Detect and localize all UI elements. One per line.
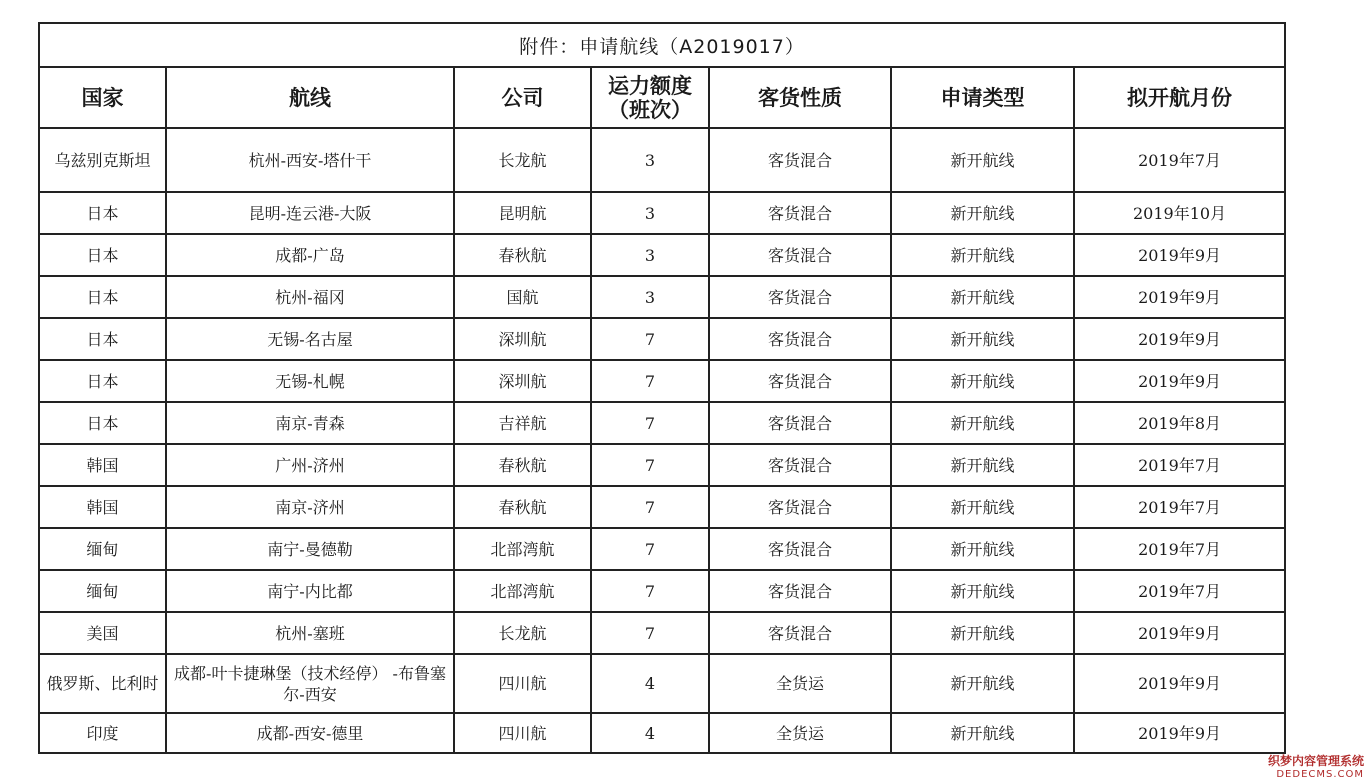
- cell-company: 四川航: [454, 654, 591, 713]
- table-row: [39, 276, 1285, 318]
- cell-month: 2019年9月: [1074, 234, 1285, 276]
- cell-country: 美国: [39, 612, 166, 654]
- table-row: [39, 654, 1285, 713]
- cell-quota: 7: [591, 528, 709, 570]
- cell-country: 乌兹别克斯坦: [39, 128, 166, 192]
- cell-country: 印度: [39, 713, 166, 753]
- cell-country: 韩国: [39, 444, 166, 486]
- header-quota: 运力额度（班次）: [591, 67, 709, 128]
- cell-nature: 客货混合: [709, 276, 891, 318]
- cell-nature: 客货混合: [709, 234, 891, 276]
- table-row: [39, 570, 1285, 612]
- cell-route: 无锡-札幌: [166, 360, 454, 402]
- cell-nature: 客货混合: [709, 128, 891, 192]
- header-company: 公司: [454, 67, 591, 128]
- cell-route: 成都-西安-德里: [166, 713, 454, 753]
- cell-month: 2019年7月: [1074, 128, 1285, 192]
- cell-country: 韩国: [39, 486, 166, 528]
- cell-country: 日本: [39, 360, 166, 402]
- table-row: [39, 612, 1285, 654]
- cell-month: 2019年7月: [1074, 444, 1285, 486]
- cell-company: 昆明航: [454, 192, 591, 234]
- cell-company: 四川航: [454, 713, 591, 753]
- cell-company: 长龙航: [454, 612, 591, 654]
- cell-route: 南京-济州: [166, 486, 454, 528]
- cell-month: 2019年8月: [1074, 402, 1285, 444]
- cell-type: 新开航线: [891, 570, 1074, 612]
- cell-company: 春秋航: [454, 234, 591, 276]
- cell-type: 新开航线: [891, 192, 1074, 234]
- cell-company: 国航: [454, 276, 591, 318]
- table-row: [39, 192, 1285, 234]
- cell-type: 新开航线: [891, 128, 1074, 192]
- cell-nature: 客货混合: [709, 192, 891, 234]
- cell-month: 2019年7月: [1074, 570, 1285, 612]
- cell-route: 昆明-连云港-大阪: [166, 192, 454, 234]
- cell-quota: 7: [591, 486, 709, 528]
- cell-country: 日本: [39, 318, 166, 360]
- cell-month: 2019年9月: [1074, 612, 1285, 654]
- table-title: 附件：申请航线（A2019017）: [39, 23, 1285, 67]
- cell-nature: 客货混合: [709, 444, 891, 486]
- table-row: [39, 128, 1285, 192]
- table-row: [39, 486, 1285, 528]
- cell-company: 春秋航: [454, 486, 591, 528]
- cell-nature: 客货混合: [709, 570, 891, 612]
- cell-type: 新开航线: [891, 654, 1074, 713]
- cell-quota: 7: [591, 612, 709, 654]
- cell-quota: 7: [591, 318, 709, 360]
- cell-quota: 7: [591, 444, 709, 486]
- cell-month: 2019年7月: [1074, 528, 1285, 570]
- cell-country: 日本: [39, 402, 166, 444]
- table-row: [39, 402, 1285, 444]
- cell-month: 2019年10月: [1074, 192, 1285, 234]
- cell-type: 新开航线: [891, 318, 1074, 360]
- cell-quota: 3: [591, 276, 709, 318]
- cell-type: 新开航线: [891, 402, 1074, 444]
- cell-type: 新开航线: [891, 360, 1074, 402]
- cell-company: 北部湾航: [454, 528, 591, 570]
- cell-month: 2019年9月: [1074, 276, 1285, 318]
- cell-route: 南京-青森: [166, 402, 454, 444]
- cell-quota: 7: [591, 570, 709, 612]
- cell-quota: 3: [591, 192, 709, 234]
- cell-month: 2019年9月: [1074, 360, 1285, 402]
- table-row: [39, 318, 1285, 360]
- cell-month: 2019年9月: [1074, 654, 1285, 713]
- cell-route: 杭州-塞班: [166, 612, 454, 654]
- table-row: [39, 528, 1285, 570]
- cell-type: 新开航线: [891, 276, 1074, 318]
- cell-nature: 客货混合: [709, 402, 891, 444]
- cell-route: 杭州-西安-塔什干: [166, 128, 454, 192]
- cell-type: 新开航线: [891, 713, 1074, 753]
- cell-quota: 4: [591, 713, 709, 753]
- header-nature: 客货性质: [709, 67, 891, 128]
- cell-route: 杭州-福冈: [166, 276, 454, 318]
- cell-month: 2019年9月: [1074, 318, 1285, 360]
- cell-company: 春秋航: [454, 444, 591, 486]
- cell-route: 无锡-名古屋: [166, 318, 454, 360]
- cell-route: 南宁-曼德勒: [166, 528, 454, 570]
- cell-quota: 7: [591, 402, 709, 444]
- watermark: [1252, 754, 1364, 782]
- cell-route: 南宁-内比都: [166, 570, 454, 612]
- cell-nature: 客货混合: [709, 318, 891, 360]
- cell-nature: 客货混合: [709, 528, 891, 570]
- cell-quota: 3: [591, 128, 709, 192]
- cell-route: 成都-广岛: [166, 234, 454, 276]
- cell-country: 日本: [39, 234, 166, 276]
- cell-country: 缅甸: [39, 528, 166, 570]
- cell-route: 广州-济州: [166, 444, 454, 486]
- cell-nature: 客货混合: [709, 360, 891, 402]
- cell-quota: 7: [591, 360, 709, 402]
- cell-company: 长龙航: [454, 128, 591, 192]
- cell-quota: 3: [591, 234, 709, 276]
- table-row: [39, 234, 1285, 276]
- cell-nature: 客货混合: [709, 486, 891, 528]
- cell-company: 吉祥航: [454, 402, 591, 444]
- cell-type: 新开航线: [891, 444, 1074, 486]
- header-type: 申请类型: [891, 67, 1074, 128]
- cell-country: 日本: [39, 192, 166, 234]
- cell-type: 新开航线: [891, 486, 1074, 528]
- cell-company: 深圳航: [454, 360, 591, 402]
- cell-type: 新开航线: [891, 528, 1074, 570]
- cell-quota: 4: [591, 654, 709, 713]
- header-route: 航线: [166, 67, 454, 128]
- cell-month: 2019年7月: [1074, 486, 1285, 528]
- cell-type: 新开航线: [891, 612, 1074, 654]
- table-row: [39, 713, 1285, 753]
- route-application-table: [38, 22, 1286, 754]
- cell-type: 新开航线: [891, 234, 1074, 276]
- cell-nature: 全货运: [709, 713, 891, 753]
- cell-month: 2019年9月: [1074, 713, 1285, 753]
- watermark-domain: DEDECMS.COM: [1276, 769, 1364, 780]
- cell-nature: 客货混合: [709, 612, 891, 654]
- table-row: [39, 360, 1285, 402]
- title-row: [39, 23, 1285, 67]
- cell-company: 深圳航: [454, 318, 591, 360]
- header-month: 拟开航月份: [1074, 67, 1285, 128]
- header-country: 国家: [39, 67, 166, 128]
- cell-country: 日本: [39, 276, 166, 318]
- cell-country: 俄罗斯、比利时: [39, 654, 166, 713]
- cell-route: 成都-叶卡捷琳堡（技术经停） -布鲁塞尔-西安: [166, 654, 454, 713]
- watermark-title: 织梦内容管理系统: [1267, 754, 1364, 768]
- cell-company: 北部湾航: [454, 570, 591, 612]
- header-row: [39, 67, 1285, 128]
- cell-nature: 全货运: [709, 654, 891, 713]
- table-row: [39, 444, 1285, 486]
- cell-country: 缅甸: [39, 570, 166, 612]
